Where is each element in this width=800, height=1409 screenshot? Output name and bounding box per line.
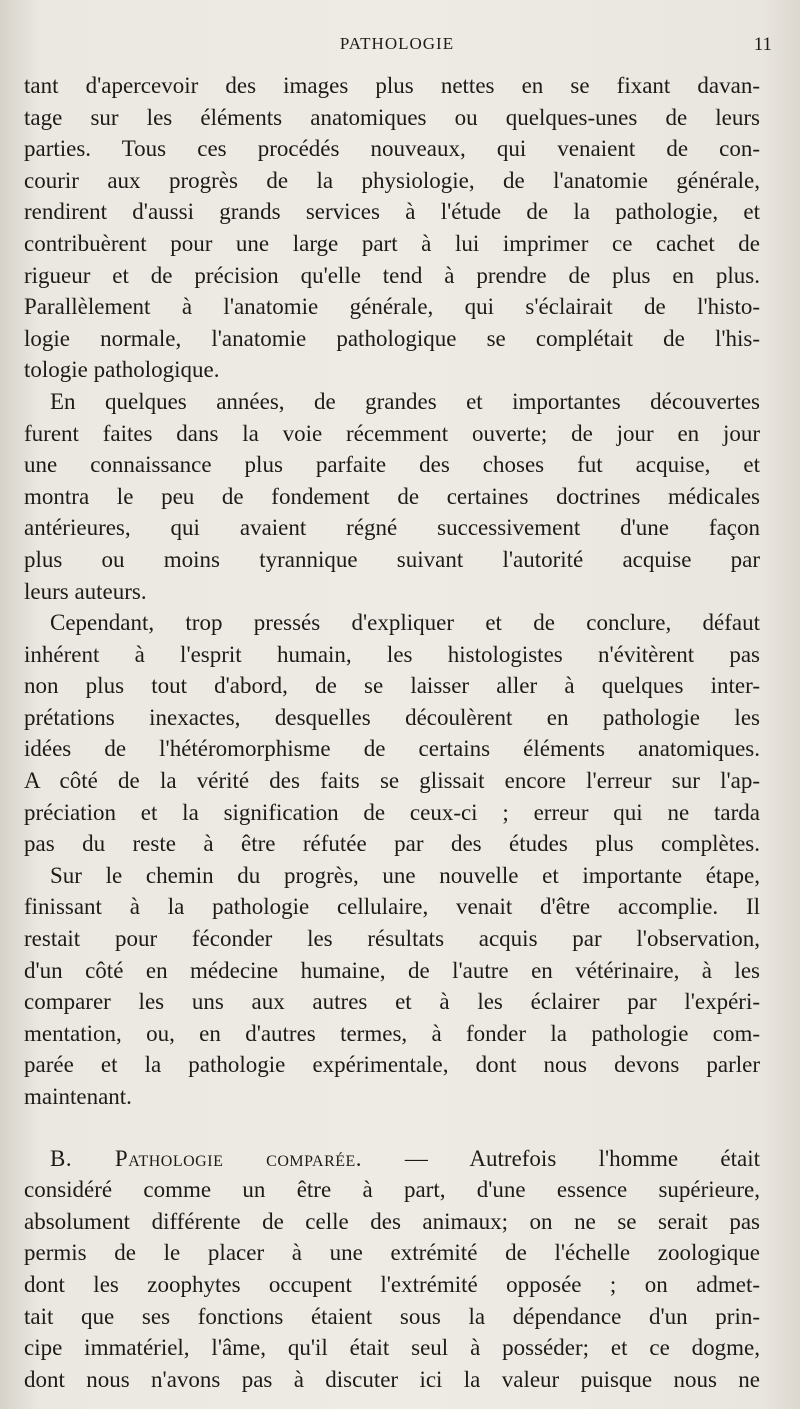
section-b-first-line	[24, 1143, 760, 1175]
text-line: dont les zoophytes occupent l'extrémité opposée ; on admet-	[24, 1271, 760, 1297]
text-line: cipe immatériel, l'âme, qu'il était seul à posséder; et ce dogme,	[24, 1335, 760, 1361]
text-line: antérieures, qui avaient régné successivement d'une façon	[24, 515, 760, 541]
text-line: inhérent à l'esprit humain, les histologistes n'évitèrent pas	[24, 641, 760, 667]
text-line: parties. Tous ces procédés nouveaux, qui venaient de con-	[24, 136, 760, 162]
text-line: montra le peu de fondement de certaines doctrines médicales	[24, 483, 760, 509]
text-line: pas du reste à être réfutée par des études plus complètes.	[24, 831, 760, 857]
section-heading: B. Pathologie comparée. —	[50, 1145, 429, 1171]
text-line: prétations inexactes, desquelles découlèrent en pathologie les	[24, 704, 760, 730]
running-title: PATHOLOGIE	[339, 34, 455, 53]
text-line: mentation, ou, en d'autres termes, à fonder la pathologie com-	[24, 1020, 760, 1046]
text-line: courir aux progrès de la physiologie, de l'anatomie générale,	[24, 167, 760, 193]
section-b	[24, 1143, 760, 1396]
text-line: tologie pathologique.	[24, 357, 220, 383]
text-line: Cependant, trop pressés d'expliquer et de conclure, défaut	[50, 610, 760, 636]
text-line: d'un côté en médecine humaine, de l'autre en vétérinaire, à les	[24, 957, 760, 983]
text-line: logie normale, l'anatomie pathologique se complétait de l'his-	[24, 325, 760, 351]
text-line: tage sur les éléments anatomiques ou quelques-unes de leurs	[24, 104, 760, 130]
text-line: permis de le placer à une extrémité de l'échelle zoologique	[24, 1240, 760, 1266]
running-head	[22, 34, 772, 60]
paragraph-3	[24, 607, 760, 860]
text-line: parée et la pathologie expérimentale, dont nous devons parler	[24, 1052, 760, 1078]
paragraph-4	[24, 860, 760, 1113]
body-text	[24, 70, 760, 1395]
paragraph-1	[24, 70, 760, 386]
text-line: rigueur et de précision qu'elle tend à prendre de plus en plus.	[24, 262, 760, 288]
text-line: A côté de la vérité des faits se glissait encore l'erreur sur l'ap-	[24, 768, 760, 794]
text-line: rendirent d'aussi grands services à l'étude de la pathologie, et	[24, 199, 760, 225]
text-line: non plus tout d'abord, de se laisser aller à quelques inter-	[24, 673, 760, 699]
paragraph-2	[24, 386, 760, 607]
text-line: finissant à la pathologie cellulaire, venait d'être accomplie. Il	[24, 894, 760, 920]
text-span: Autrefois l'homme était	[469, 1145, 760, 1171]
page-number: 11	[753, 34, 772, 55]
text-line: comparer les uns aux autres et à les éclairer par l'expéri-	[24, 989, 760, 1015]
text-line: plus ou moins tyrannique suivant l'autorité acquise par	[24, 546, 760, 572]
text-line: tant d'apercevoir des images plus nettes en se fixant davan-	[24, 73, 760, 98]
text-line: considéré comme un être à part, d'une essence supérieure,	[24, 1177, 760, 1203]
text-line: Sur le chemin du progrès, une nouvelle et importante étape,	[50, 862, 760, 888]
text-line: préciation et la signification de ceux-ci ; erreur qui ne tarda	[24, 799, 760, 825]
text-line: En quelques années, de grandes et importantes découvertes	[50, 388, 760, 414]
text-line: leurs auteurs.	[24, 578, 147, 604]
text-line: maintenant.	[24, 1084, 132, 1109]
text-line: restait pour féconder les résultats acquis par l'observation,	[24, 926, 760, 952]
text-line: Parallèlement à l'anatomie générale, qui s'éclairait de l'histo-	[24, 294, 760, 320]
text-line: furent faites dans la voie récemment ouverte; de jour en jour	[24, 420, 760, 446]
text-line: une connaissance plus parfaite des choses fut acquise, et	[24, 452, 760, 478]
text-line: tait que ses fonctions étaient sous la dépendance d'un prin-	[24, 1303, 760, 1329]
text-line: idées de l'hétéromorphisme de certains éléments anatomiques.	[24, 736, 760, 762]
section-gap	[24, 1113, 760, 1143]
text-line: contribuèrent pour une large part à lui imprimer ce cachet de	[24, 230, 760, 256]
text-line: dont nous n'avons pas à discuter ici la valeur puisque nous ne	[24, 1366, 760, 1392]
text-line: absolument différente de celle des animaux; on ne se serait pas	[24, 1208, 760, 1234]
